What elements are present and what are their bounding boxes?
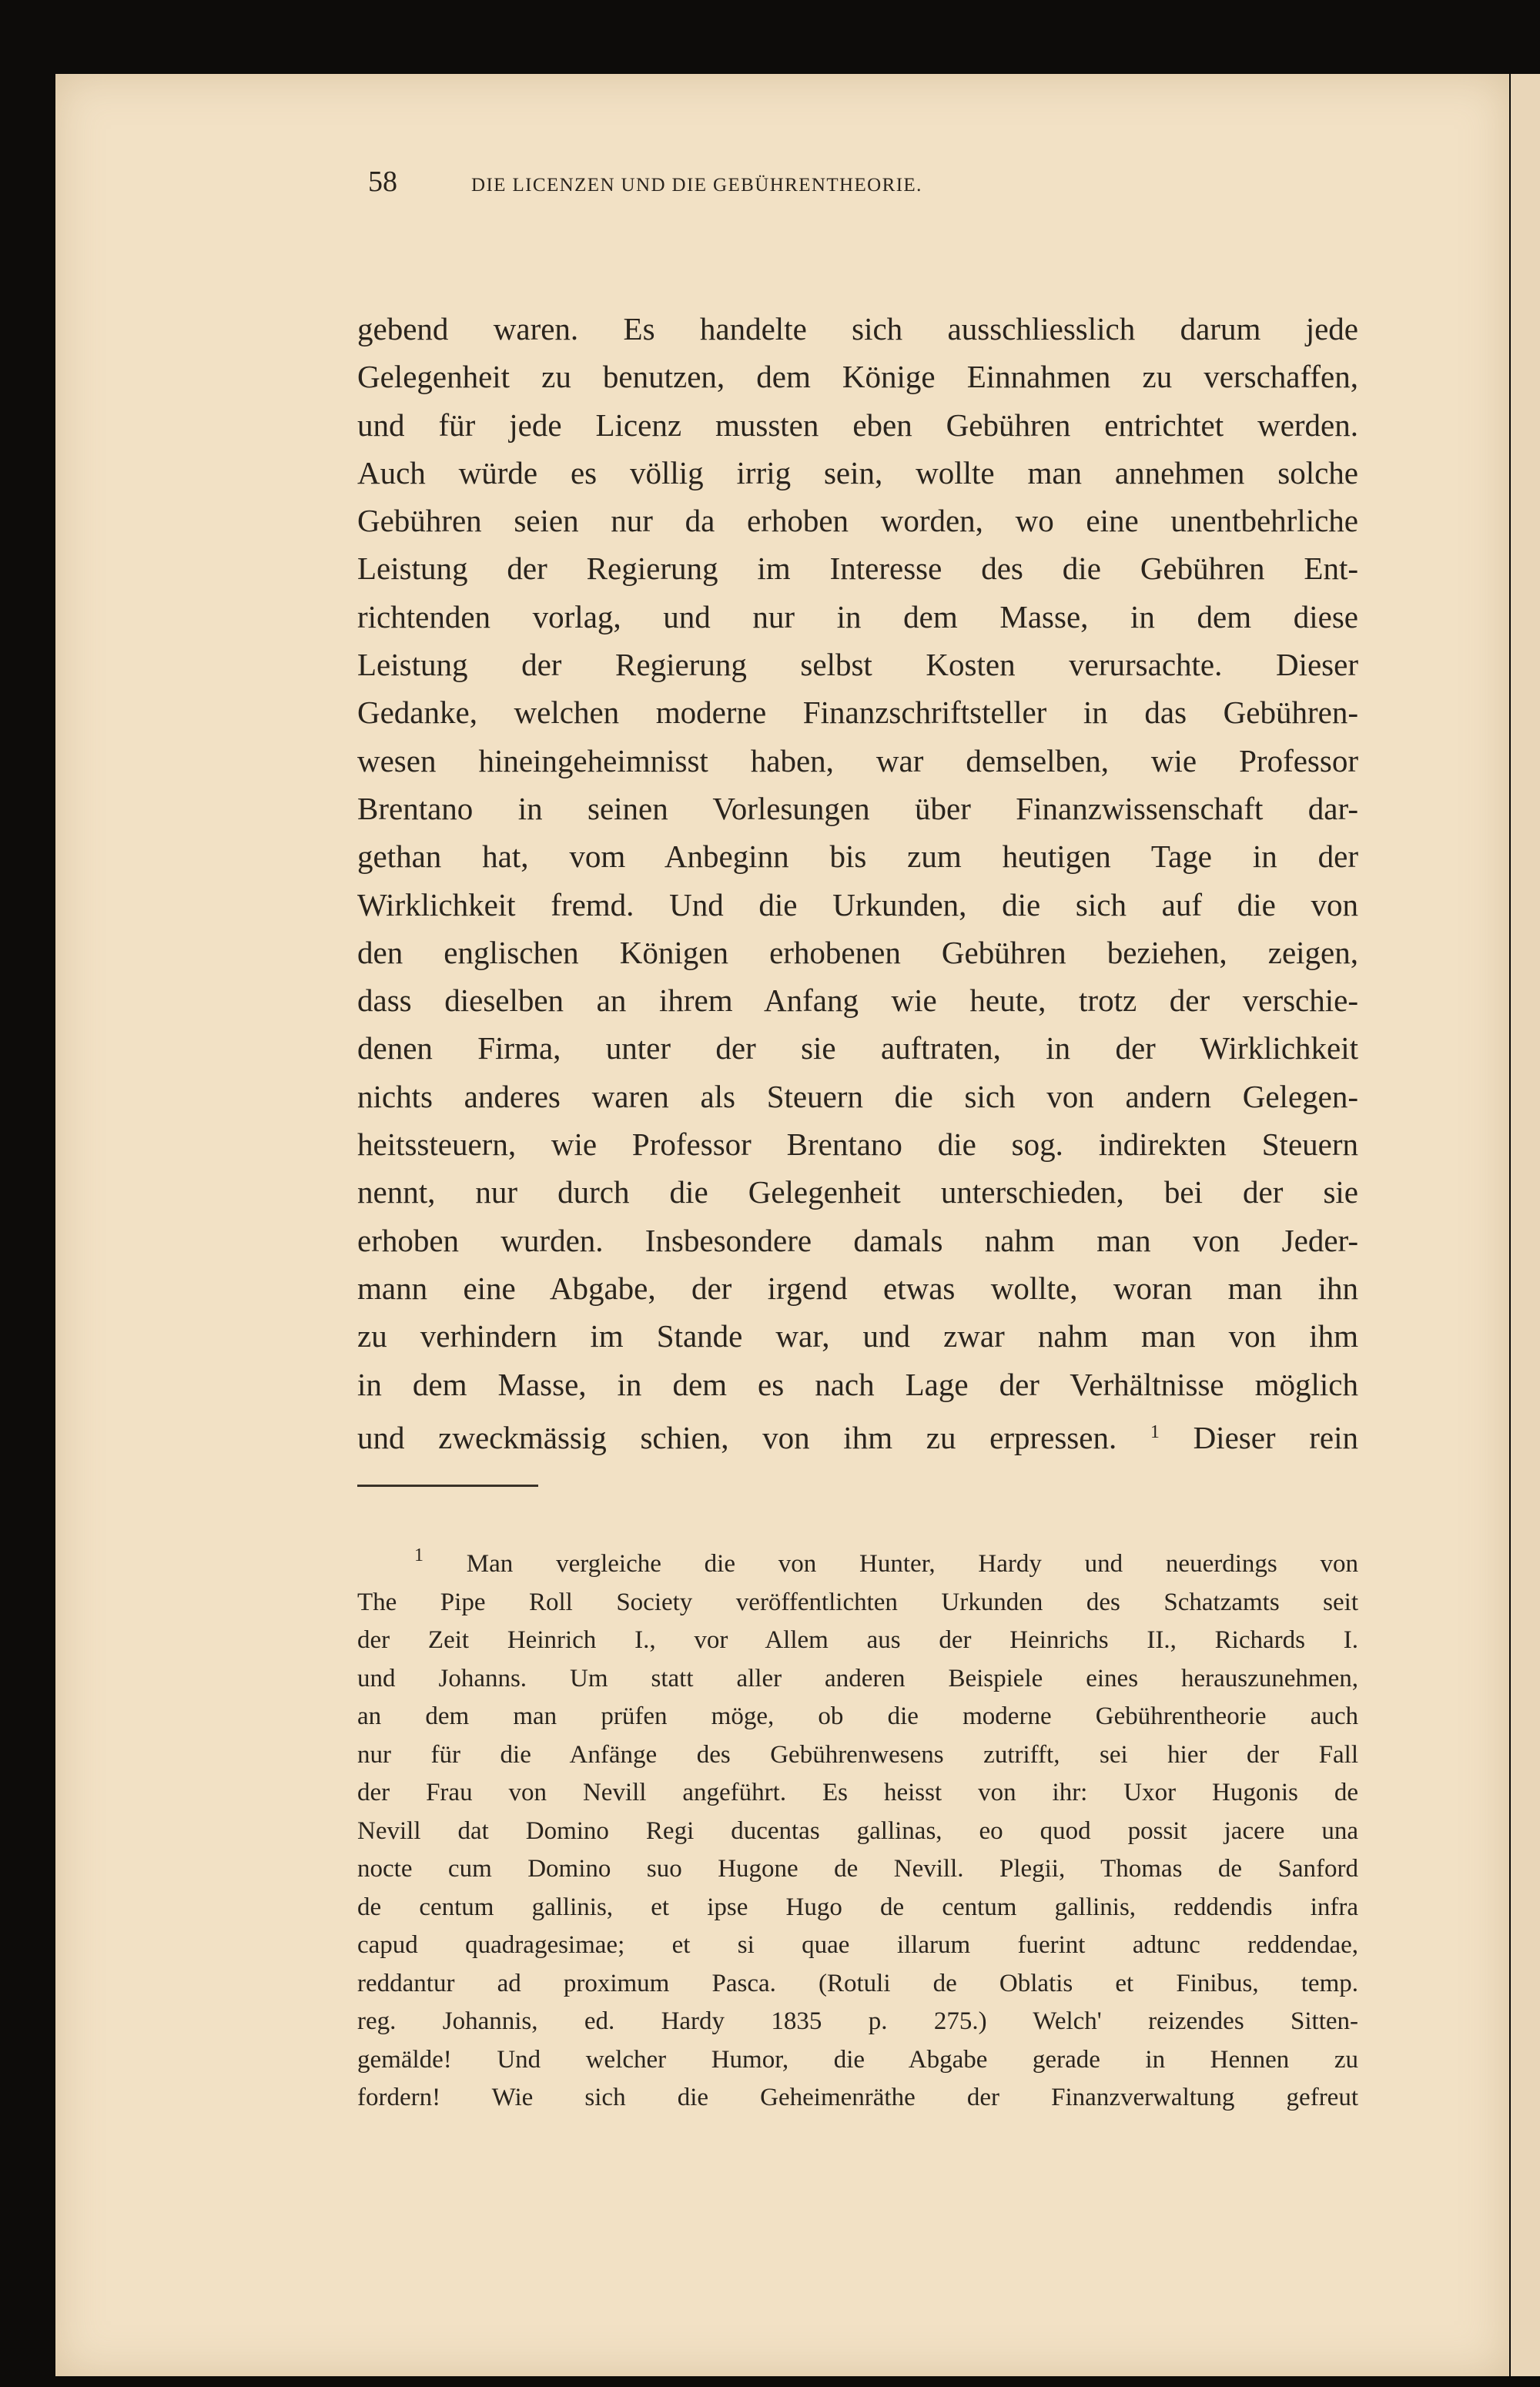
footnote-reference: 1 xyxy=(1150,1421,1160,1442)
text-line: Wirklichkeit fremd. Und die Urkunden, die sich auf die von xyxy=(357,886,1358,922)
footnote-line: de centum gallinis, et ipse Hugo de centum gallinis, reddendis infra xyxy=(357,1893,1358,1921)
text-line: richtenden vorlag, und nur in dem Masse, in dem diese xyxy=(357,598,1358,634)
text-line: erhoben wurden. Insbesondere damals nahm man von Jeder- xyxy=(357,1222,1358,1258)
text-line: Brentano in seinen Vorlesungen über Finanzwissenschaft dar- xyxy=(357,790,1358,826)
footnote-first-line-text: Man vergleiche die von Hunter, Hardy und neuerdings von xyxy=(466,1550,1359,1578)
footnote-line: Nevill dat Domino Regi ducentas gallinas, eo quod possit jacere una xyxy=(357,1816,1358,1845)
next-page-edge xyxy=(1511,74,1540,2376)
page-header xyxy=(368,165,1369,199)
text-line: nennt, nur durch die Gelegenheit unterschieden, bei der sie xyxy=(357,1174,1358,1210)
footnote-line: reddantur ad proximum Pasca. (Rotuli de Oblatis et Finibus, temp. xyxy=(357,1969,1358,1997)
text-line: in dem Masse, in dem es nach Lage der Verhältnisse möglich xyxy=(357,1366,1358,1402)
text-line: und für jede Licenz mussten eben Gebühren entrichtet werden. xyxy=(357,407,1358,443)
footnote-line: The Pipe Roll Society veröffentlichten Urkunden des Schatzamts seit xyxy=(357,1588,1358,1616)
text-line: Gelegenheit zu benutzen, dem Könige Einnahmen zu verschaffen, xyxy=(357,359,1358,395)
footnote-line: fordern! Wie sich die Geheimenräthe der Finanzverwaltung gefreut xyxy=(357,2084,1358,2111)
text-line: Leistung der Regierung selbst Kosten verursachte. Dieser xyxy=(357,647,1358,683)
text-line: denen Firma, unter der sie auftraten, in der Wirklichkeit xyxy=(357,1030,1358,1066)
footnote-line: gemälde! Und welcher Humor, die Abgabe gerade in Hennen zu xyxy=(357,2045,1358,2074)
footnote-line: capud quadragesimae; et si quae illarum fuerint adtunc reddendae, xyxy=(357,1931,1358,1959)
page-number: 58 xyxy=(368,166,397,198)
text-line: dass dieselben an ihrem Anfang wie heute, trotz der verschie- xyxy=(357,983,1358,1019)
text-line: Gedanke, welchen moderne Finanzschriftsteller in das Gebühren- xyxy=(357,695,1358,731)
footnote-line: und Johanns. Um statt aller anderen Beispiele eines herauszunehmen, xyxy=(357,1664,1358,1692)
footnote-line: reg. Johannis, ed. Hardy 1835 p. 275.) Welch' reizendes Sitten- xyxy=(357,2007,1358,2035)
footnote-separator xyxy=(357,1485,538,1487)
text-line: wesen hineingeheimnisst haben, war demselben, wie Professor xyxy=(357,742,1358,778)
footnote-line: an dem man prüfen möge, ob die moderne Gebührentheorie auch xyxy=(357,1702,1358,1730)
text-after-footnote-ref: Dieser rein xyxy=(1193,1419,1359,1455)
text-line: den englischen Königen erhobenen Gebühren beziehen, zeigen, xyxy=(357,934,1358,970)
footnote-line: der Frau von Nevill angeführt. Es heisst von ihr: Uxor Hugonis de xyxy=(357,1779,1358,1806)
footnote-line: nur für die Anfänge des Gebührenwesens zutrifft, sei hier der Fall xyxy=(357,1740,1358,1769)
footnote-marker: 1 xyxy=(414,1545,424,1565)
text-line: Auch würde es völlig irrig sein, wollte man annehmen solche xyxy=(357,454,1358,490)
text-line: nichts anderes waren als Steuern die sich von andern Gelegen- xyxy=(357,1078,1358,1114)
text-line: heitssteuern, wie Professor Brentano die sog. indirekten Steuern xyxy=(357,1127,1358,1163)
text-line: Gebühren seien nur da erhoben worden, wo eine unentbehrliche xyxy=(357,503,1358,539)
text-line: mann eine Abgabe, der irgend etwas wollte, woran man ihn xyxy=(357,1270,1358,1306)
running-title: DIE LICENZEN UND DIE GEBÜHRENTHEORIE. xyxy=(471,175,922,196)
text-line: Leistung der Regierung im Interesse des die Gebühren Ent- xyxy=(357,551,1358,587)
text-before-footnote-ref: und zweckmässig schien, von ihm zu erpressen. xyxy=(357,1419,1117,1455)
text-line: gebend waren. Es handelte sich ausschliesslich darum jede xyxy=(357,311,1358,346)
footnote-first-line xyxy=(357,1537,1358,1584)
footnote-line: der Zeit Heinrich I., vor Allem aus der Heinrichs II., Richards I. xyxy=(357,1626,1358,1654)
text-line-last xyxy=(357,1408,1358,1461)
footnote xyxy=(357,1537,1358,2118)
footnote-line: nocte cum Domino suo Hugone de Nevill. Plegii, Thomas de Sanford xyxy=(357,1855,1358,1883)
text-line: zu verhindern im Stande war, und zwar nahm man von ihm xyxy=(357,1318,1358,1354)
main-text xyxy=(357,305,1358,1461)
text-line: gethan hat, vom Anbeginn bis zum heutigen Tage in der xyxy=(357,839,1358,875)
